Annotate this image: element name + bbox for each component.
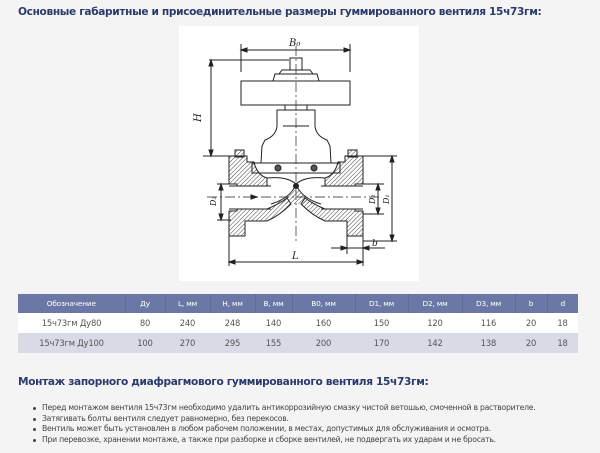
- col-header-l: L, мм: [165, 294, 210, 313]
- label-d1: D₁: [382, 194, 391, 204]
- mounting-section-title: Монтаж запорного диафрагмового гуммированного вентиля 15ч73гм:: [18, 376, 429, 388]
- cell-l: 270: [165, 333, 210, 353]
- table-row: [18, 313, 578, 333]
- label-l: L: [292, 251, 299, 262]
- bullet-icon: [33, 418, 36, 421]
- cell-d-small: 18: [547, 313, 578, 333]
- col-header-du: Ду: [125, 294, 165, 313]
- col-header-d-small: d: [547, 294, 578, 313]
- cell-d-small: 18: [547, 333, 578, 353]
- cell-d3: 116: [462, 313, 515, 333]
- cell-l: 240: [165, 313, 210, 333]
- cell-designation: 15ч73гм Ду100: [18, 333, 125, 353]
- cell-b0: 200: [292, 333, 355, 353]
- cell-d2: 120: [408, 313, 462, 333]
- mounting-notes-list: [18, 403, 535, 445]
- list-item: [34, 414, 535, 425]
- cell-b-small: 20: [515, 333, 547, 353]
- cell-d1: 150: [355, 313, 408, 333]
- col-header-designation: Обозначение: [18, 294, 125, 313]
- col-header-d1: D1, мм: [355, 294, 408, 313]
- cell-d2: 142: [408, 333, 462, 353]
- cell-h: 248: [210, 313, 255, 333]
- cell-designation: 15ч73гм Ду80: [18, 313, 125, 333]
- col-header-d3: D3, мм: [462, 294, 515, 313]
- note-text: Затягивать болты вентиля следует равномерно, без перекосов.: [42, 413, 289, 423]
- cell-du: 100: [125, 333, 165, 353]
- cell-d1: 170: [355, 333, 408, 353]
- valve-technical-drawing: [179, 26, 419, 281]
- cell-du: 80: [125, 313, 165, 333]
- list-item: [34, 424, 535, 435]
- note-text: Вентиль может быть установлен в любом рабочем положении, в местах, допустимых для обслуживания и осмотра.: [42, 424, 491, 434]
- cell-b: 155: [255, 333, 292, 353]
- valve-drawing-svg: [179, 26, 419, 281]
- list-item: [34, 403, 535, 414]
- bullet-icon: [33, 428, 36, 431]
- cell-h: 295: [210, 333, 255, 353]
- bullet-icon: [33, 407, 36, 410]
- label-d3: D₃: [209, 196, 218, 206]
- label-d2: D₂: [368, 194, 377, 204]
- table-header-row: [18, 294, 578, 313]
- cell-b0: 160: [292, 313, 355, 333]
- label-b0: B₀: [289, 38, 301, 49]
- table-row: [18, 333, 578, 353]
- label-b: b: [372, 239, 378, 249]
- col-header-b: B, мм: [255, 294, 292, 313]
- cell-d3: 138: [462, 333, 515, 353]
- dimensions-section-title: Основные габаритные и присоединительные размеры гуммированного вентиля 15ч73гм:: [18, 6, 542, 18]
- cell-b: 140: [255, 313, 292, 333]
- note-text: При перевозке, хранении монтаже, а также при разборке и сборке вентилей, не подвергать их ударам и не бросать.: [42, 434, 496, 444]
- col-header-h: H, мм: [210, 294, 255, 313]
- col-header-b-small: b: [515, 294, 547, 313]
- cell-b-small: 20: [515, 313, 547, 333]
- label-h: H: [193, 113, 204, 122]
- col-header-d2: D2, мм: [408, 294, 462, 313]
- dimensions-table: [18, 294, 578, 353]
- note-text: Перед монтажом вентиля 15ч73гм необходимо удалить антикоррозийную смазку чистой ветошью, смоченной в растворителе.: [42, 403, 536, 412]
- col-header-b0: B0, мм: [292, 294, 355, 313]
- bullet-icon: [33, 439, 36, 442]
- list-item: [34, 435, 535, 446]
